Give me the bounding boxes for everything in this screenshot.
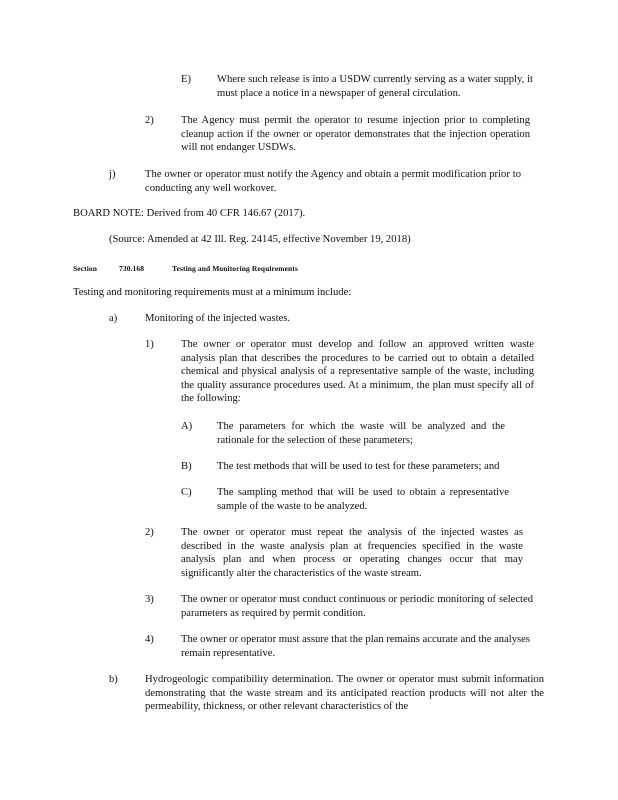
item-text-b: Hydrogeologic compatibility determination. The owner or operator must submit information demonstrating that the waste stream and its anticipated reaction products will not alter the permeability, thickness, or other relevant characteristics of the xyxy=(145,674,544,712)
section-intro: Testing and monitoring requirements must at a minimum include: xyxy=(73,287,352,298)
source-note: (Source: Amended at 42 Ill. Reg. 24145, effective November 19, 2018) xyxy=(109,234,411,245)
item-label-b: b) xyxy=(109,674,118,685)
section-heading xyxy=(73,262,298,276)
item-label-j: j) xyxy=(109,169,116,180)
clause-text-A: The parameters for which the waste will be analyzed and the rationale for the selection of these parameters; xyxy=(217,421,505,446)
board-note: BOARD NOTE: Derived from 40 CFR 146.67 (2017). xyxy=(73,208,306,219)
section-label: Section xyxy=(73,264,98,273)
subitem-text-a3: The owner or operator must conduct continuous or periodic monitoring of selected parameters as required by permit condition. xyxy=(181,594,533,619)
section-title: Testing and Monitoring Requirements xyxy=(172,264,298,273)
item-label-a: a) xyxy=(109,313,118,324)
subitem-text-a4: The owner or operator must assure that the plan remains accurate and the analyses remain representative. xyxy=(181,634,530,659)
clause-text-C: The sampling method that will be used to obtain a representative sample of the waste to be analyzed. xyxy=(217,487,509,512)
subitem-label-a1: 1) xyxy=(145,339,154,350)
item-label-2: 2) xyxy=(145,115,154,126)
clause-label-A: A) xyxy=(181,421,193,432)
subitem-label-a4: 4) xyxy=(145,634,154,645)
subitem-label-a3: 3) xyxy=(145,594,154,605)
subitem-text-a2: The owner or operator must repeat the analysis of the injected wastes as described in the waste analysis plan at frequencies specified in the waste analysis plan and when process or operating changes occur that may significantly alter the characteristics of the waste stream. xyxy=(181,527,523,579)
clause-label-B: B) xyxy=(181,461,192,472)
subitem-text-a1: The owner or operator must develop and follow an approved written waste analysis plan that describes the procedures to be carried out to obtain a detailed chemical and physical analysis of a representative sample of the waste, including the quality assurance procedures used. At a minimum, the plan must specify all of the following: xyxy=(181,339,534,404)
item-text-a: Monitoring of the injected wastes. xyxy=(145,313,291,324)
section-number: 730.168 xyxy=(119,264,145,273)
subitem-text-E: Where such release is into a USDW currently serving as a water supply, it must place a notice in a newspaper of general circulation. xyxy=(217,74,533,99)
clause-text-B: The test methods that will be used to test for these parameters; and xyxy=(217,461,500,472)
item-text-2: The Agency must permit the operator to resume injection prior to completing cleanup action if the owner or operator demonstrates that the injection operation will not endanger USDWs. xyxy=(181,115,530,153)
item-text-j: The owner or operator must notify the Agency and obtain a permit modification prior to conducting any well workover. xyxy=(145,169,521,194)
subitem-label-E: E) xyxy=(181,74,191,85)
subitem-label-a2: 2) xyxy=(145,527,154,538)
clause-label-C: C) xyxy=(181,487,192,498)
